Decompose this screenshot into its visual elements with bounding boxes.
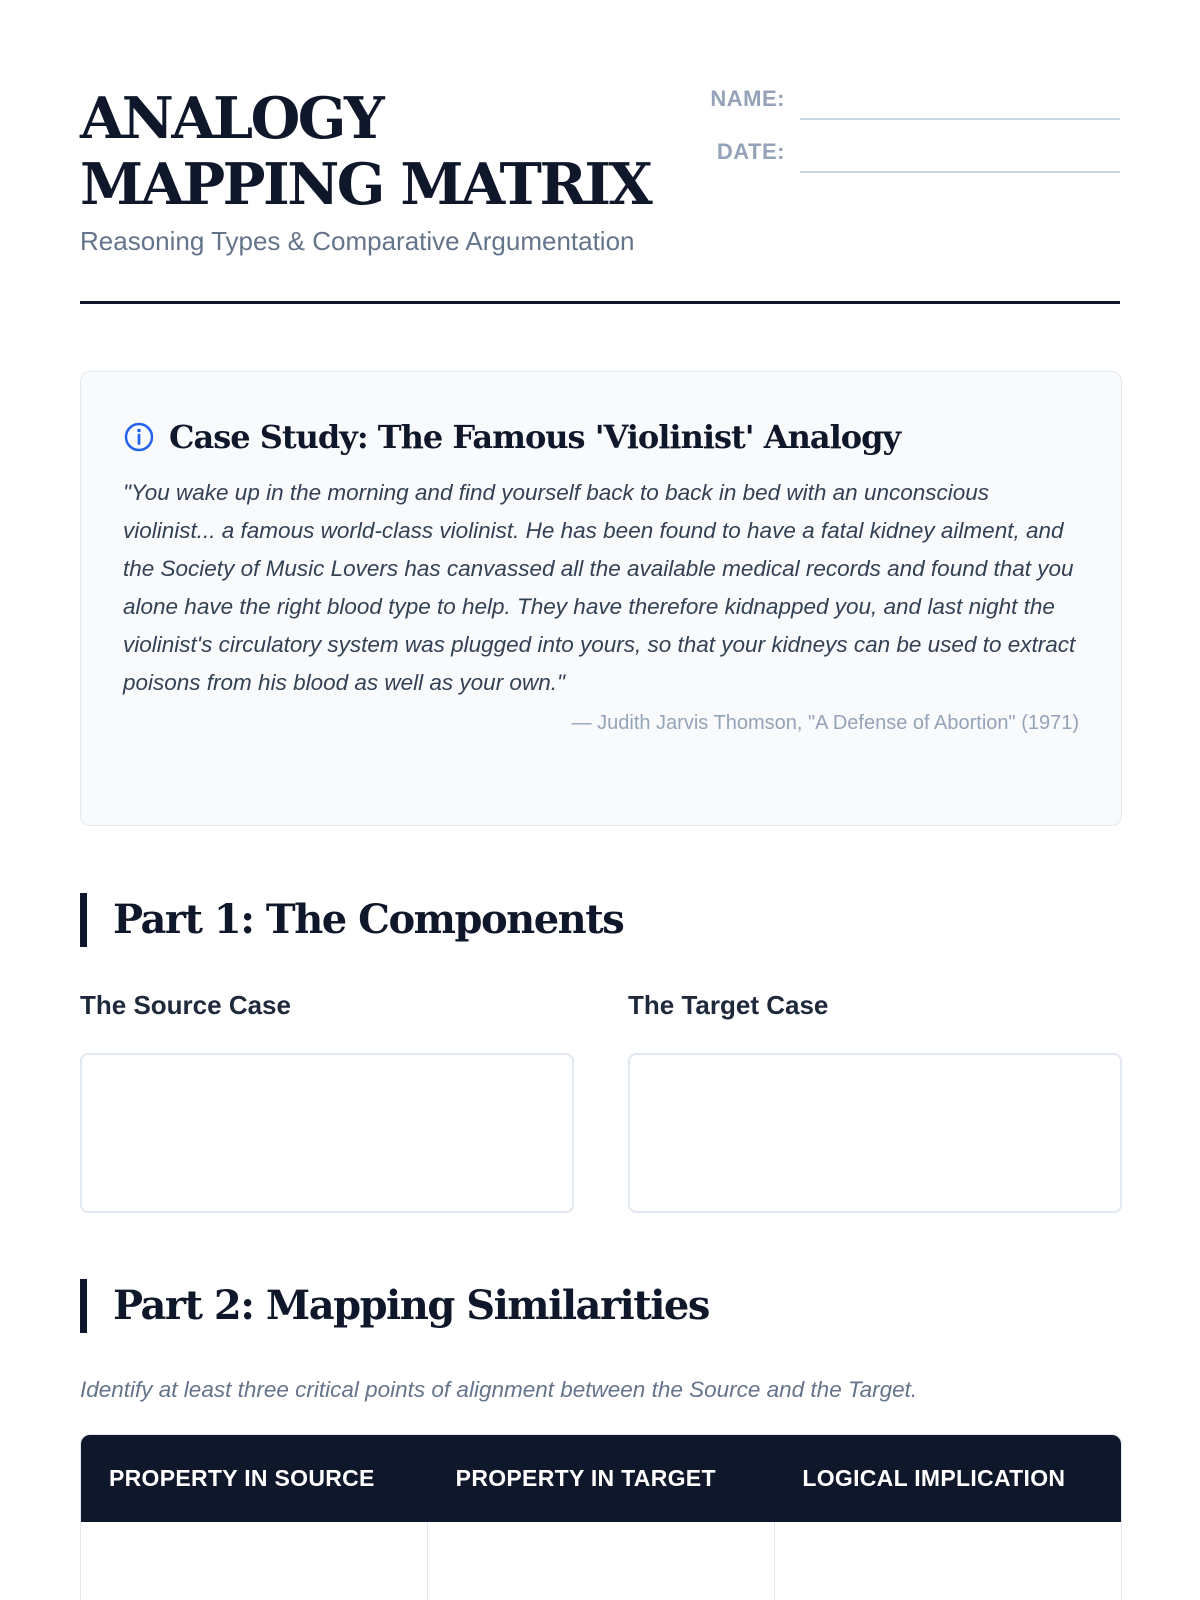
case-study-attribution: — Judith Jarvis Thomson, "A Defense of Abortion" (1971) [571,712,1079,734]
case-study-title: Case Study: The Famous 'Violinist' Analogy [169,418,901,456]
source-case-label: The Source Case [80,990,291,1020]
info-icon [123,421,155,453]
name-row [695,84,1120,137]
column-header-target: PROPERTY IN TARGET [455,1465,716,1491]
column-header-source: PROPERTY IN SOURCE [109,1465,375,1491]
implication-cell[interactable] [775,1522,1121,1600]
part2-heading: Part 2: Mapping Similarities [80,1279,709,1333]
date-row [695,137,1120,190]
page-title: ANALOGY MAPPING MATRIX [80,85,651,218]
case-study-card [80,371,1122,826]
table-header [81,1435,1121,1522]
part1-heading: Part 1: The Components [80,893,623,947]
part2-instruction: Identify at least three critical points of alignment between the Source and the Target. [80,1377,918,1402]
name-label: NAME: [710,86,785,111]
column-header-implication: LOGICAL IMPLICATION [802,1465,1066,1491]
target-case-box[interactable] [628,1053,1122,1213]
date-field[interactable] [800,171,1120,173]
worksheet-header [80,0,1120,304]
mapping-table [80,1434,1122,1600]
table-row [81,1522,1121,1600]
case-study-quote: "You wake up in the morning and find yourself back to back in bed with an unconscious violinist... a famous world-class violinist. He has been found to have a fatal kidney ailment, and the Society of Music Lovers has canvassed all the available medical records and found that you alone have the right blood type to help. They have therefore kidnapped you, and last night the violinist's circulatory system was plugged into yours, so that your kidneys can be used to extract poisons from his blood as well as your own." [123,480,1076,695]
target-case-label: The Target Case [628,990,829,1020]
source-property-cell[interactable] [81,1522,428,1600]
student-info [695,84,1120,190]
date-label: DATE: [716,139,785,164]
page-subtitle: Reasoning Types & Comparative Argumentation [80,226,635,256]
target-property-cell[interactable] [428,1522,775,1600]
case-study-header [123,412,1079,462]
source-case-box[interactable] [80,1053,574,1213]
name-field[interactable] [800,118,1120,120]
